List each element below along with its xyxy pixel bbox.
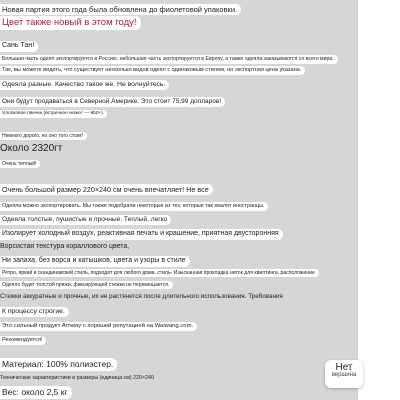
message-bubble: К процессу строгие. [0, 307, 69, 317]
message-bubble: Вес: около 2,5 кг [0, 386, 72, 399]
no-top-button[interactable] [325, 360, 363, 388]
message-bubble: Одеяла можно экспортировать. Мы также подобрали некоторые из тех, которые так хвалят иностранцы. [0, 202, 268, 211]
message-bubble: Ни запаха, без ворса и катышков, цвета и узоры в стиле [0, 256, 190, 267]
message-bubble: Большая часть одеял экспортируется в Россию, небольшая часть экспортируется в Европу, а также одеяла заказываются со всего мира. [0, 55, 338, 64]
message-bubble: Так, вы можете видеть, что существует несколько видов одеял с одинаковым стилем, но экспортная цена указана. [0, 66, 305, 75]
message-bubble: Очень большой размер 220×240 см очень впечатляет! Не все [0, 184, 213, 195]
message-text: Ворсистая текстура кораллового цвета, [0, 243, 130, 250]
message-bubble: Сань Тан! [0, 41, 38, 52]
no-top-button-sublabel: вершина [331, 372, 357, 378]
message-bubble: Изолирует холодный воздух, реактивная печать и крашение, приятная двусторонняя [0, 229, 283, 240]
message-text: Около 2320гт [0, 143, 63, 154]
message-bubble: Они будут продаваться в Северной Америке. Это стоит 75,99 долларов! [0, 97, 225, 107]
message-bubble: Рекомендуется! [0, 336, 46, 345]
message-bubble: Хлопковое пвечки (встречное может — 9b0+) [0, 110, 107, 118]
message-bubble: Очень теплый! [0, 160, 40, 168]
message-bubble: Одеяла толстые, пушистые и прочные. Теплый, легко [0, 215, 171, 225]
message-text: Стежки аккуратные и прочные, их не растянется после длительного использования. Требования [0, 293, 283, 300]
message-bubble: Материал: 100% полиэстер. [0, 358, 117, 371]
message-bubble: Новая партия этого года была обновлена до фиолетовой упаковки. [0, 4, 241, 15]
no-top-button-label: Нет [335, 362, 353, 373]
message-bubble: Это сильный продукт Amway с хорошей репутацией на Waiwang.com. [0, 322, 197, 331]
message-bubble: Одеяло будет толстой пряжи, фиксирующей стежки не перемещается, [0, 281, 173, 289]
message-bubble: Одеяла разные. Качество такое же. Не волнуйтесь. [0, 80, 169, 90]
message-text: Технические характеристики и размеры (единица см) 220×240 [0, 375, 154, 381]
message-bubble: Немного дорого, но оно того стоит! [0, 132, 87, 140]
message-bubble: Цвет также новый в этом году! [0, 16, 141, 30]
message-bubble: Ретро, яркий и скандинавский стиль, подходят для любого дома. стиль- Изысканная прокладка ниток для квилтинга, расположение [0, 269, 319, 277]
